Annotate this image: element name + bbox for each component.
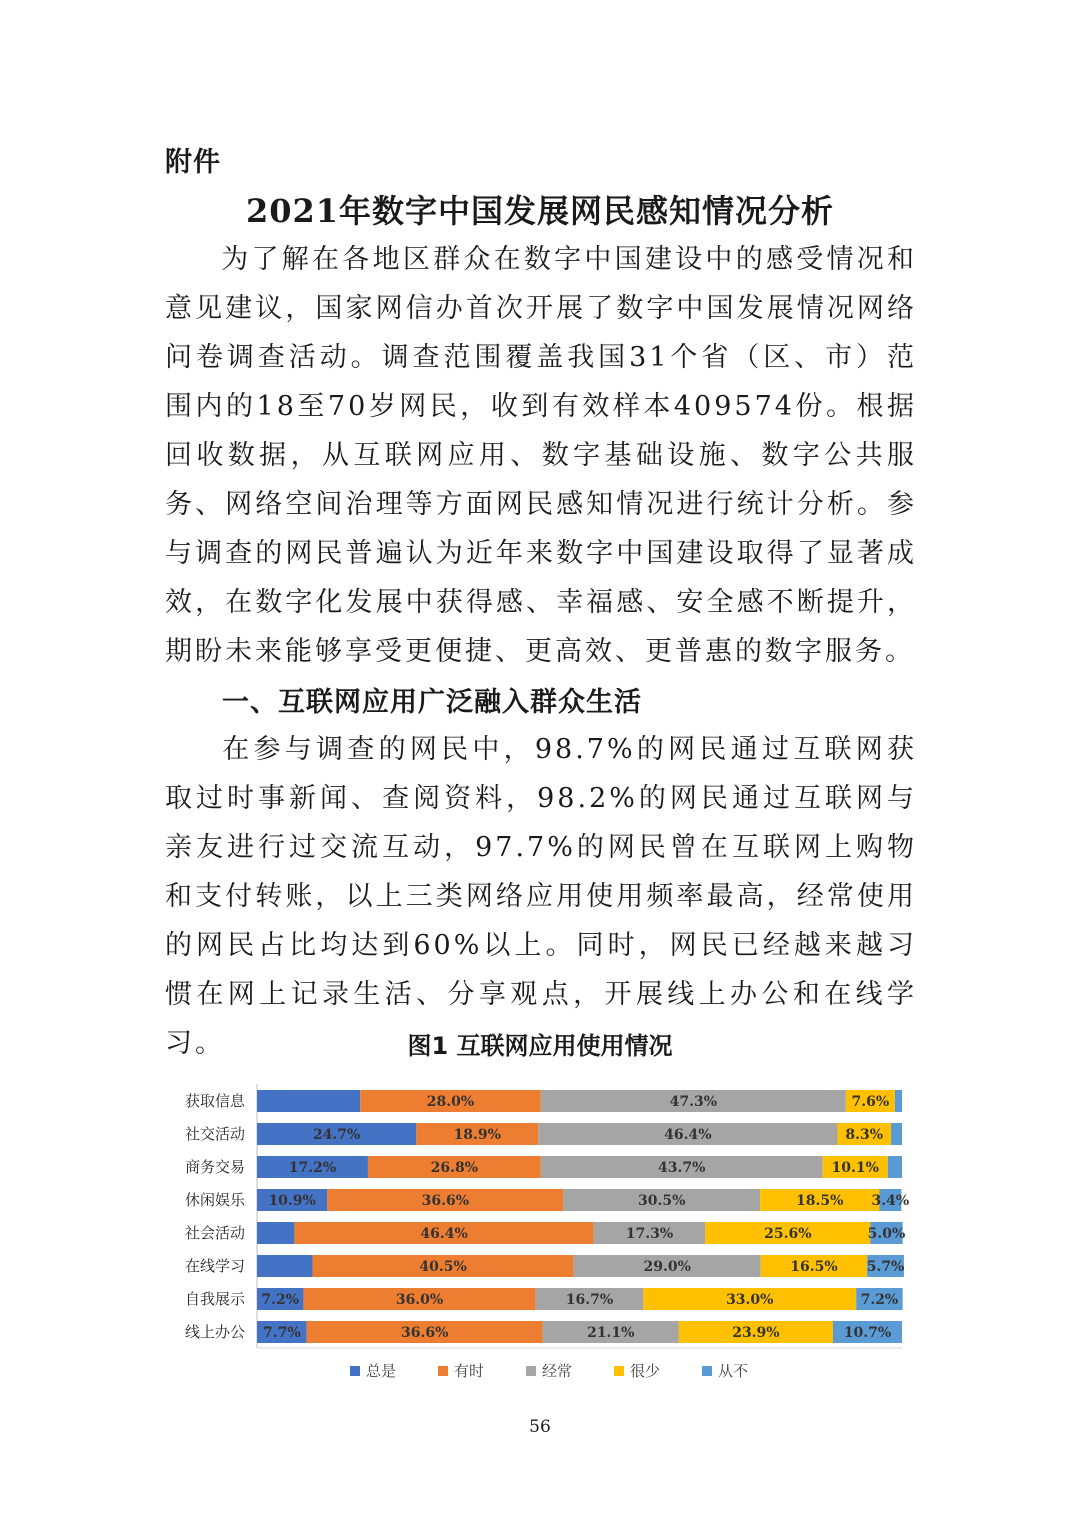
category-label: 在线学习 — [184, 1257, 245, 1275]
document-title: 2021年数字中国发展网民感知情况分析 — [245, 192, 835, 230]
data-label: 18.5% — [796, 1193, 844, 1209]
legend-label: 很少 — [630, 1362, 661, 1380]
category-label: 自我展示 — [184, 1290, 245, 1308]
bar-segment — [257, 1222, 294, 1244]
bar-segment — [257, 1255, 312, 1277]
data-label: 7.2% — [261, 1292, 300, 1308]
data-label: 21.1% — [587, 1325, 635, 1341]
intro-paragraph-text: 为了解在各地区群众在数字中国建设中的感受情况和意见建议，国家网信办首次开展了数字中国发展情况网络问卷调查活动。调查范围覆盖我国31个省（区、市）范围内的18至70岁网民，收到有效样本409574份。根据回收数据，从互联网应用、数字基础设施、数字公共服务、网络空间治理等方面网民感知情况进行统计分析。参与调查的网民普遍认为近年来数字中国建设取得了显著成效，在数字化发展中获得感、幸福感、安全感不断提升，期盼未来能够享受更便捷、更高效、更普惠的数字服务。 — [165, 244, 917, 667]
data-label: 28.0% — [426, 1094, 475, 1110]
data-label: 17.3% — [625, 1226, 674, 1242]
data-label: 8.3% — [845, 1127, 884, 1143]
data-label: 7.2% — [860, 1292, 899, 1308]
legend-swatch — [614, 1366, 624, 1376]
category-label: 社交活动 — [184, 1125, 245, 1143]
data-label: 5.7% — [866, 1259, 905, 1275]
data-label: 10.9% — [268, 1193, 316, 1209]
legend-swatch — [350, 1366, 360, 1376]
bar-segment — [888, 1156, 902, 1178]
section-paragraph — [165, 725, 917, 1068]
category-label: 获取信息 — [184, 1092, 245, 1110]
data-label: 29.0% — [643, 1259, 691, 1275]
data-label: 40.5% — [419, 1259, 467, 1275]
data-label: 10.7% — [843, 1325, 892, 1341]
legend-label: 从不 — [718, 1362, 749, 1380]
data-label: 46.4% — [420, 1226, 468, 1242]
page-number: 56 — [529, 1417, 551, 1437]
data-label: 16.7% — [565, 1292, 614, 1308]
data-label: 36.0% — [395, 1292, 444, 1308]
data-label: 43.7% — [658, 1160, 706, 1176]
category-label: 线上办公 — [184, 1323, 245, 1341]
figure-title: 图1 互联网应用使用情况 — [407, 1032, 673, 1060]
data-label: 47.3% — [669, 1094, 718, 1110]
attachment-label: 附件 — [165, 147, 221, 178]
section-paragraph-text: 在参与调查的网民中，98.7%的网民通过互联网获取过时事新闻、查阅资料，98.2%的网民通过互联网与亲友进行过交流互动，97.7%的网民曾在互联网上购物和支付转账，以上三类网络应用使用频率最高，经常使用的网民占比均达到60%以上。同时，网民已经越来越习惯在网上记录生活、分享观点，开展线上办公和在线学习。 — [165, 734, 917, 1059]
data-label: 24.7% — [312, 1127, 361, 1143]
legend-label: 有时 — [454, 1362, 485, 1380]
data-label: 16.5% — [790, 1259, 838, 1275]
legend-swatch — [438, 1366, 448, 1376]
data-label: 26.8% — [430, 1160, 479, 1176]
data-label: 30.5% — [638, 1193, 686, 1209]
data-label: 46.4% — [664, 1127, 712, 1143]
data-label: 23.9% — [732, 1325, 780, 1341]
data-label: 17.2% — [288, 1160, 337, 1176]
legend-label: 总是 — [366, 1362, 397, 1380]
data-label: 3.4% — [871, 1193, 910, 1209]
bar-segment — [895, 1090, 902, 1112]
category-label: 社会活动 — [184, 1224, 245, 1242]
category-label: 休闲娱乐 — [184, 1191, 245, 1209]
data-label: 25.6% — [764, 1226, 812, 1242]
data-label: 7.7% — [262, 1325, 301, 1341]
data-label: 36.6% — [400, 1325, 449, 1341]
data-label: 5.0% — [867, 1226, 906, 1242]
intro-paragraph — [165, 235, 917, 676]
stacked-bar-chart — [160, 1078, 930, 1398]
data-label: 18.9% — [453, 1127, 501, 1143]
data-label: 36.6% — [421, 1193, 470, 1209]
category-label: 商务交易 — [184, 1158, 245, 1176]
bar-segment — [257, 1090, 360, 1112]
data-label: 7.6% — [851, 1094, 890, 1110]
data-label: 10.1% — [831, 1160, 879, 1176]
legend-swatch — [702, 1366, 712, 1376]
legend-swatch — [526, 1366, 536, 1376]
legend-label: 经常 — [542, 1362, 573, 1380]
section-heading: 一、互联网应用广泛融入群众生活 — [222, 687, 642, 718]
bar-segment — [891, 1123, 902, 1145]
data-label: 33.0% — [726, 1292, 774, 1308]
